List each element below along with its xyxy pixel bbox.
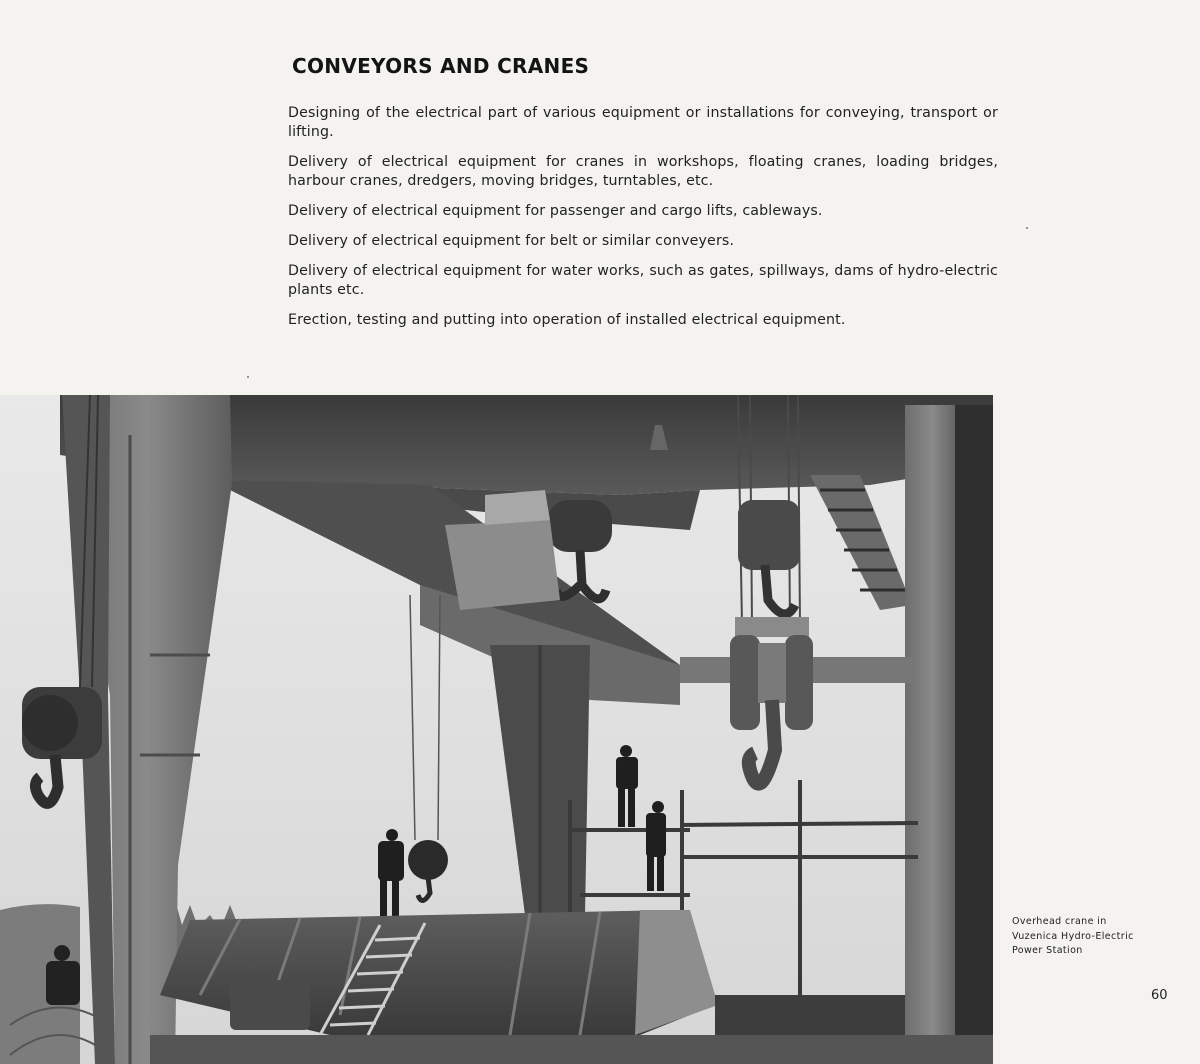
page-number: 60	[1151, 988, 1168, 1003]
section-body	[288, 104, 998, 341]
paragraph-crane-equipment: Delivery of electrical equipment for cranes in workshops, floating cranes, loading bridges, harbour cranes, dredgers, moving bridges, turntables, etc.	[288, 154, 998, 189]
paragraph-designing: Designing of the electrical part of various equipment or installations for conveying, transport or lifting.	[288, 105, 998, 140]
paragraph-lifts: Delivery of electrical equipment for passenger and cargo lifts, cableways.	[288, 203, 823, 219]
photo-caption	[1012, 915, 1182, 959]
paragraph-conveyers: Delivery of electrical equipment for belt or similar conveyers.	[288, 233, 735, 249]
section-title: CONVEYORS AND CRANES	[292, 54, 590, 78]
caption-line: Power Station	[1012, 945, 1083, 956]
paper-speck	[1026, 227, 1028, 229]
paragraph-erection: Erection, testing and putting into operation of installed electrical equipment.	[288, 312, 846, 328]
paper-speck	[247, 376, 249, 378]
overhead-crane-photo	[0, 395, 993, 1064]
overhead-crane-illustration	[0, 395, 993, 1064]
caption-line: Vuzenica Hydro-Electric	[1012, 930, 1134, 942]
paragraph-water-works: Delivery of electrical equipment for water works, such as gates, spillways, dams of hydro-electric plants etc.	[288, 263, 998, 298]
caption-line: Overhead crane in	[1012, 916, 1107, 927]
